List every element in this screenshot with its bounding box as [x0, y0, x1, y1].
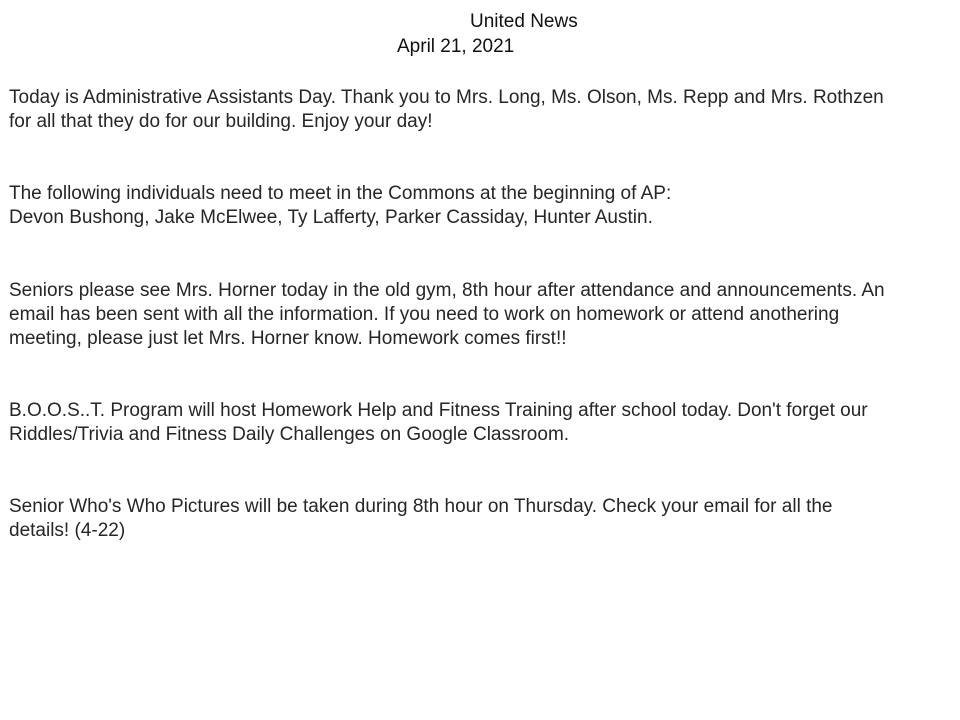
paragraph-line: meeting, please just let Mrs. Horner know. Homework comes first!!	[9, 328, 567, 349]
paragraph-line: B.O.O.S..T. Program will host Homework Help and Fitness Training after school today. Don't forget our	[9, 400, 868, 421]
paragraph-line: email has been sent with all the information. If you need to work on homework or attend anothering	[9, 304, 840, 325]
announcement-paragraph	[9, 279, 949, 351]
announcement-paragraph	[9, 399, 949, 447]
announcement-paragraph	[9, 86, 949, 134]
paragraph-line: The following individuals need to meet in the Commons at the beginning of AP:	[9, 183, 672, 204]
paragraph-line: details! (4-22)	[9, 520, 126, 541]
page-title: United News	[470, 11, 578, 32]
paragraph-line: Riddles/Trivia and Fitness Daily Challenges on Google Classroom.	[9, 424, 570, 445]
announcement-paragraph	[9, 182, 949, 230]
paragraph-line: Senior Who's Who Pictures will be taken during 8th hour on Thursday. Check your email for all the	[9, 496, 833, 517]
paragraph-line: Today is Administrative Assistants Day. Thank you to Mrs. Long, Ms. Olson, Ms. Repp and Mrs. Rothzen	[9, 87, 884, 108]
paragraph-line: for all that they do for our building. Enjoy your day!	[9, 111, 433, 132]
announcement-paragraph	[9, 495, 949, 543]
paragraph-line: Seniors please see Mrs. Horner today in the old gym, 8th hour after attendance and announcements. An	[9, 280, 885, 301]
paragraph-line: Devon Bushong, Jake McElwee, Ty Lafferty, Parker Cassiday, Hunter Austin.	[9, 207, 653, 228]
page-date: April 21, 2021	[397, 36, 515, 57]
